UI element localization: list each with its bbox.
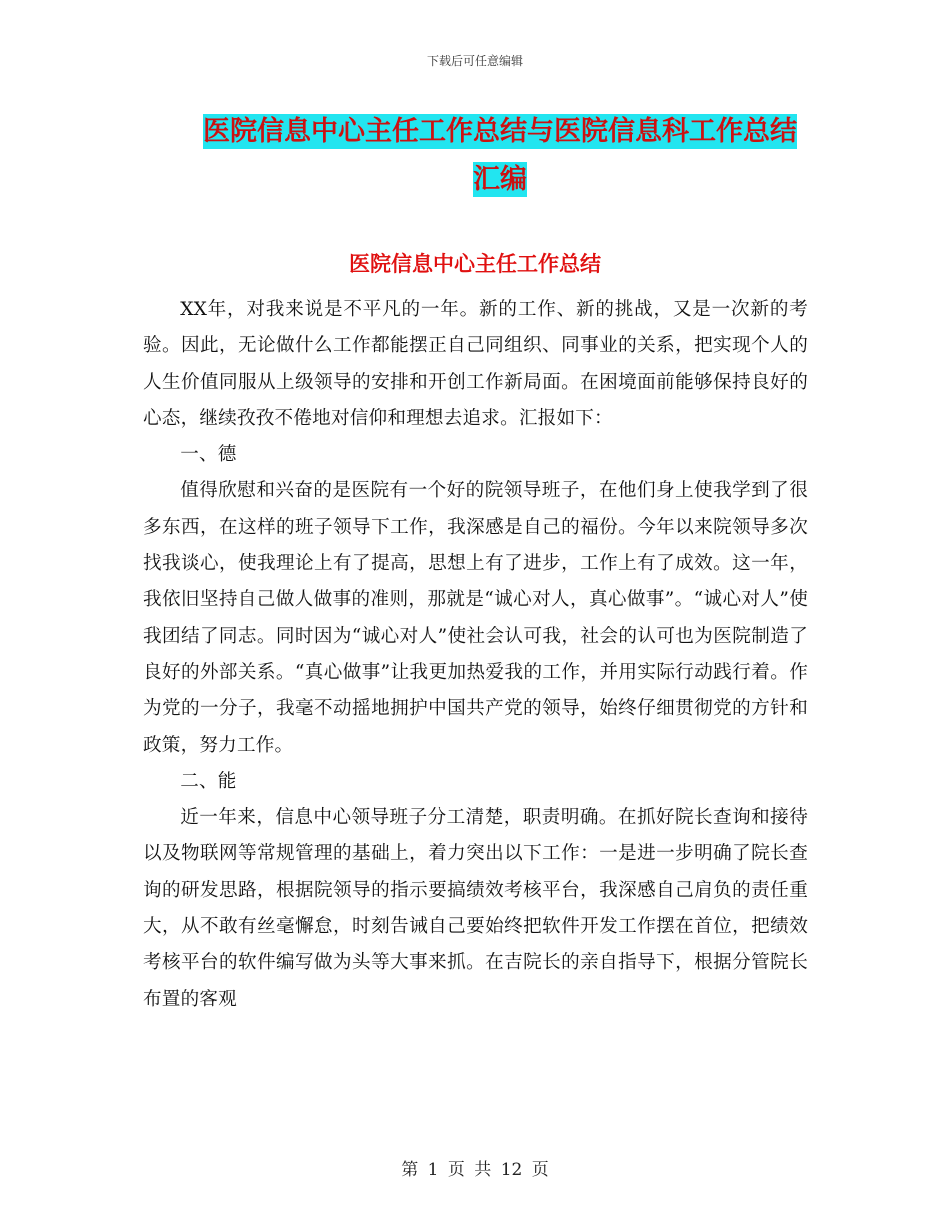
- paragraph-intro: XX年，对我来说是不平凡的一年。新的工作、新的挑战，又是一次新的考验。因此，无论做什么工作都能摆正自己同组织、同事业的关系，把实现个人的人生价值同服从上级领导的安排和开创工作新局面。在困境面前能够保持良好的心态，继续孜孜不倦地对信仰和理想去追求。汇报如下：: [143, 299, 808, 429]
- document-main-title-text: 医院信息中心主任工作总结与医院信息科工作总结汇编: [203, 116, 797, 195]
- document-main-title: [195, 108, 805, 204]
- page-header-note: 下载后可任意编辑: [426, 54, 523, 68]
- paragraph-neng: 近一年来，信息中心领导班子分工清楚，职责明确。在抓好院长查询和接待以及物联网等常规管理的基础上，着力突出以下工作：一是进一步明确了院长查询的研发思路，根据院领导的指示要搞绩效考核平台，我深感自己肩负的责任重大，从不敢有丝毫懈怠，时刻告诫自己要始终把软件开发工作摆在首位，把绩效考核平台的软件编写做为头等大事来抓。在吉院长的亲自指导下，根据分管院长布置的客观: [143, 807, 808, 1010]
- page-footer-number: 第 1 页 共 12 页: [401, 1160, 549, 1180]
- section-title: 医院信息中心主任工作总结: [349, 252, 601, 276]
- paragraph-de: 值得欣慰和兴奋的是医院有一个好的院领导班子，在他们身上使我学到了很多东西，在这样的班子领导下工作，我深感是自己的福份。今年以来院领导多次找我谈心，使我理论上有了提高，思想上有了进步，工作上有了成效。这一年，我依旧坚持自己做人做事的准则，那就是“诚心对人，真心做事”。“诚心对人”使我团结了同志。同时因为“诚心对人”使社会认可我，社会的认可也为医院制造了良好的外部关系。“真心做事”让我更加热爱我的工作，并用实际行动践行着。作为党的一分子，我毫不动摇地拥护中国共产党的领导，始终仔细贯彻党的方针和政策，努力工作。: [143, 480, 808, 756]
- heading-neng: 二、能: [180, 770, 237, 792]
- heading-de: 一、德: [180, 444, 237, 466]
- document-body: [143, 292, 808, 1018]
